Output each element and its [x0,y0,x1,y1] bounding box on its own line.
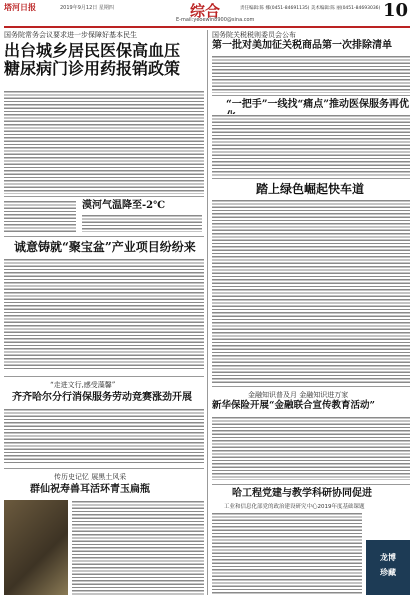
article-body-text [4,408,204,464]
section-divider [212,178,410,179]
section-divider [4,468,204,469]
issue-date: 2019年9月12日 星期四 [60,5,114,11]
article-kicker: “走进文行,感受藻馨” [50,381,116,389]
article-kicker: 金融知识普及月 金融知识进万家 [248,391,349,399]
article-medical-insurance [4,30,204,88]
article-headline-bank: 齐齐哈尔分行消保服务劳动竞赛涨劲开展 [12,392,192,403]
article-body-text [212,416,410,480]
article-headline-healthcare: “一把手”一线找“痛点”推动医保服务再优 [226,99,410,110]
article-headline-hit: 哈工程党建与教学科研协同促进 [232,488,372,499]
article-body-text [212,199,410,383]
section-divider [212,386,410,387]
article-headline-green: 踏上绿色崛起快车道 [256,182,365,196]
article-headline-tariff: 第一批对美加征关税商品第一次排除清单 [212,40,392,51]
article-body-text [212,512,362,595]
section-divider [4,376,204,377]
column-logo [366,540,410,595]
section-divider [4,196,204,197]
article-kicker: 传历史记忆 展黑土风采 [54,473,127,481]
article-body-text [72,500,204,595]
header-rule [4,26,410,28]
article-body-text [4,258,204,370]
logo-text-line2: 珍藏 [380,567,396,577]
article-headline-line1: 出台城乡居民医保高血压 [4,41,181,60]
article-headline-insurance: 新华保险开展“金融联合宣传教育活动” [212,400,375,411]
page-number: 10 [382,0,408,21]
article-headline-temperature: 漠河气温降至-2℃ [82,200,166,211]
article-subtitle: 工业和信息化部党的政治建设研究中心2019年度基础课题 [224,504,365,510]
article-body-text [212,114,410,176]
article-kicker: 国务院常务会议要求进一步保障好基本民生 [4,31,137,39]
article-headline-jade: 群仙祝寿兽耳活环青玉扁瓶 [30,484,150,495]
jade-vase-photo [4,500,68,595]
section-divider [212,95,410,96]
section-divider [212,484,410,485]
article-headline-industry: 诚意铸就“聚宝盆”产业项目纷纷来 [14,240,196,254]
section-divider [4,236,204,237]
article-headline-line2: 糖尿病门诊用药报销政策 [4,59,181,78]
section-email: E-mail:yeoewin8900@sina.com [176,17,255,23]
article-body-text [212,55,410,93]
section-title: 综合 [190,2,221,20]
article-body-text [4,200,76,232]
logo-text-line1: 龙博 [380,552,396,562]
column-divider [207,30,208,595]
article-kicker: 国务院关税税则委员会公布 [212,31,296,39]
article-body-text [82,214,202,232]
masthead: 塔河日报 [4,2,36,12]
article-body-text [4,90,204,194]
editors-line: 责任编辑:陈 娜(0451-84691135) 美术编辑:陈 丽(0451-84693036) [240,6,381,11]
